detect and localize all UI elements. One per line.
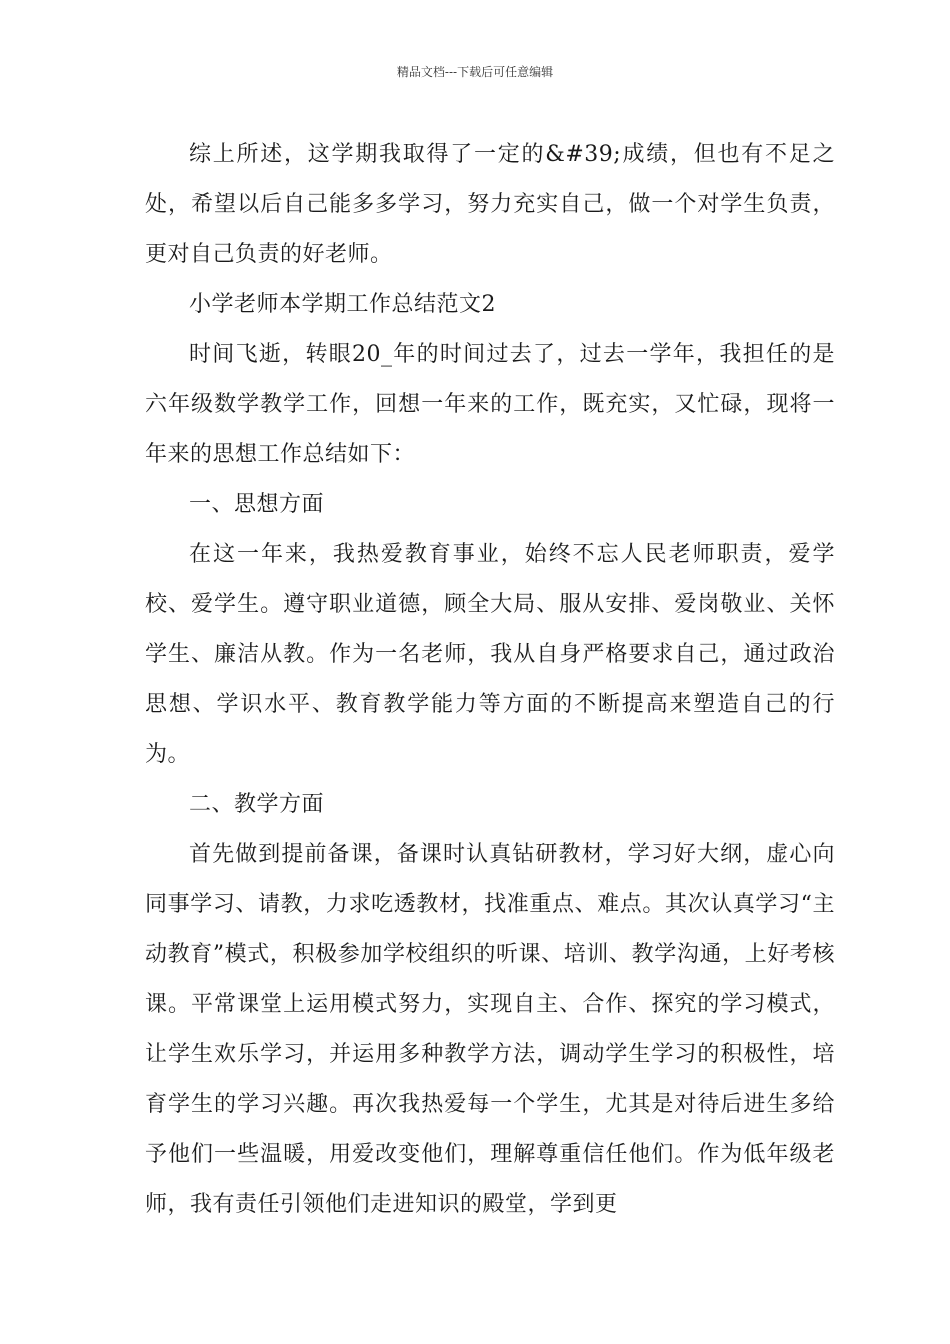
- paragraph-intro: 时间飞逝，转眼20_年的时间过去了，过去一学年，我担任的是六年级数学教学工作，回想一年来的工作，既充实，又忙碌，现将一年来的思想工作总结如下：: [145, 342, 835, 467]
- document-body: [145, 130, 835, 1230]
- page-header: 精品文档---下载后可任意编辑: [396, 65, 554, 79]
- heading-teaching: 二、教学方面: [189, 792, 325, 817]
- section-title: 小学老师本学期工作总结范文2: [189, 292, 496, 317]
- heading-ideology: 一、思想方面: [189, 492, 325, 517]
- paragraph-teaching: 首先做到提前备课，备课时认真钻研教材，学习好大纲，虚心向同事学习、请教，力求吃透教材，找准重点、难点。其次认真学习“主动教育”模式，积极参加学校组织的听课、培训、教学沟通，上好考核课。平常课堂上运用模式努力，实现自主、合作、探究的学习模式，让学生欢乐学习，并运用多种教学方法，调动学生学习的积极性，培育学生的学习兴趣。再次我热爱每一个学生，尤其是对待后进生多给予他们一些温暖，用爱改变他们，理解尊重信任他们。作为低年级老师，我有责任引领他们走进知识的殿堂，学到更: [145, 842, 835, 1217]
- paragraph-conclusion: 综上所述，这学期我取得了一定的&#39;成绩，但也有不足之处，希望以后自己能多多学习，努力充实自己，做一个对学生负责，更对自己负责的好老师。: [145, 142, 835, 267]
- paragraph-ideology: 在这一年来，我热爱教育事业，始终不忘人民老师职责，爱学校、爱学生。遵守职业道德，顾全大局、服从安排、爱岗敬业、关怀学生、廉洁从教。作为一名老师，我从自身严格要求自己，通过政治思想、学识水平、教育教学能力等方面的不断提高来塑造自己的行为。: [145, 542, 835, 767]
